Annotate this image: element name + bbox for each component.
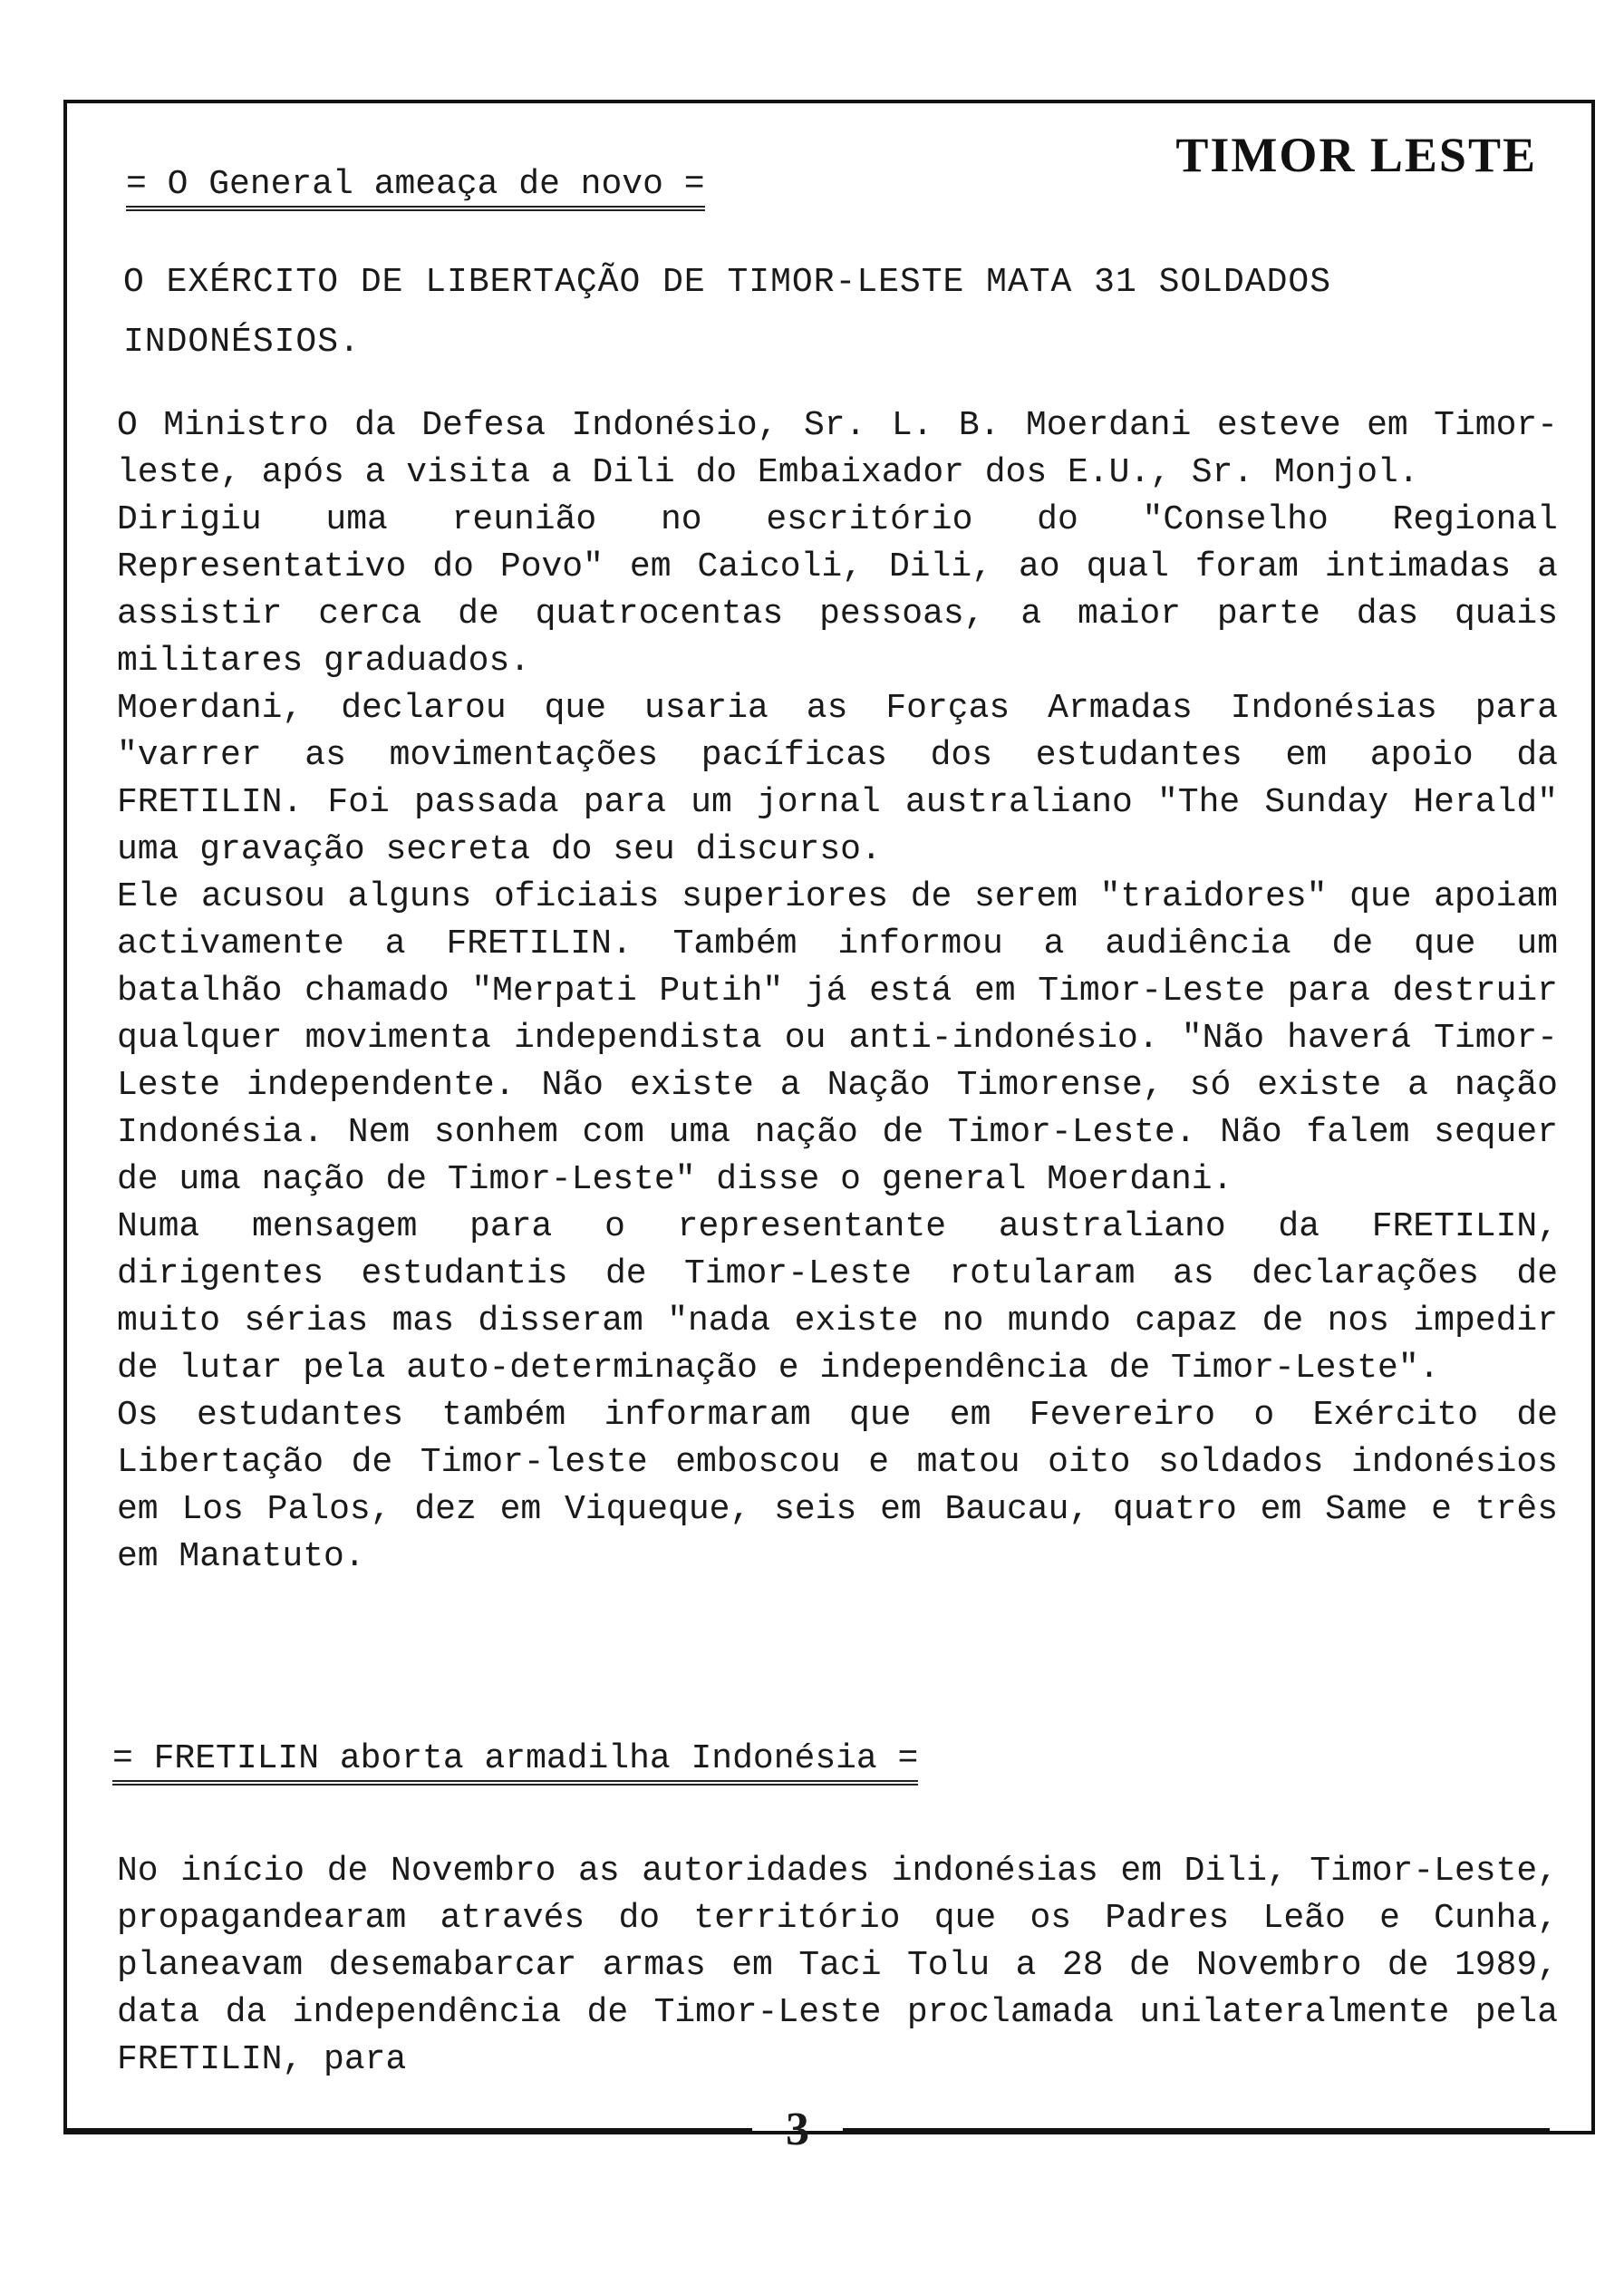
article-body	[117, 402, 1558, 1581]
page-footer	[0, 2103, 1624, 2157]
article-paragraph: Ele acusou alguns oficiais superiores de serem "traidores" que apoiam activamente a FRETILIN. Também informou a audiência de que um batalhão chamado "Merpati Putih" já está em Timor-Leste para destruir qualquer movimenta independista ou anti-indonésio. "Não haverá Timor-Leste independente. Não existe a Nação Timorense, só existe a nação Indonésia. Nem sonhem com uma nação de Timor-Leste. Não falem sequer de uma nação de Timor-Leste" disse o general Moerdani.	[117, 877, 1558, 1199]
article-paragraph: No início de Novembro as autoridades indonésias em Dili, Timor-Leste, propagandearam através do território que os Padres Leão e Cunha, planeavam desemabarcar armas em Taci Tolu a 28 de Novembro de 1989, data da independência de Timor-Leste proclamada unilateralmente pela FRETILIN, para	[117, 1852, 1558, 2079]
article-headline: O EXÉRCITO DE LIBERTAÇÃO DE TIMOR-LESTE MATA 31 SOLDADOS INDONÉSIOS.	[123, 263, 1332, 362]
article-heading-2	[112, 1739, 918, 1786]
article-paragraph: Numa mensagem para o representante australiano da FRETILIN, dirigentes estudantis de Timor-Leste rotularam as declarações de muito sérias mas disseram "nada existe no mundo capaz de nos impedir de lutar pela auto-determinação e independência de Timor-Leste".	[117, 1207, 1558, 1388]
article-heading-text: = O General ameaça de novo =	[126, 165, 705, 211]
page-frame	[63, 100, 1595, 2134]
article-heading-2-text: = FRETILIN aborta armadilha Indonésia =	[112, 1739, 918, 1786]
article-paragraph: O Ministro da Defesa Indonésio, Sr. L. B. Moerdani esteve em Timor-leste, após a visita a Dili do Embaixador dos E.U., Sr. Monjol.	[117, 406, 1558, 492]
publication-title: TIMOR LESTE	[1175, 128, 1537, 182]
article-paragraph: Dirigiu uma reunião no escritório do "Conselho Regional Representativo do Povo" em Caicoli, Dili, ao qual foram intimadas a assistir cerca de quatrocentas pessoas, a maior parte das quais militares graduados.	[117, 500, 1558, 681]
article-2-body	[117, 1848, 1558, 2084]
footer-rule-left	[63, 2128, 752, 2132]
article-paragraph: Moerdani, declarou que usaria as Forças Armadas Indonésias para "varrer as movimentações pacíficas dos estudantes em apoio da FRETILIN. Foi passada para um jornal australiano "The Sunday Herald" uma gravação secreta do seu discurso.	[117, 689, 1558, 869]
article-heading	[126, 165, 705, 211]
footer-rule-right	[843, 2128, 1550, 2132]
article-paragraph: Os estudantes também informaram que em Fevereiro o Exército de Libertação de Timor-leste emboscou e matou oito soldados indonésios em Los Palos, dez em Viqueque, seis em Baucau, quatro em Same e três em Manatuto.	[117, 1396, 1558, 1576]
page-number: 3	[786, 2104, 809, 2155]
